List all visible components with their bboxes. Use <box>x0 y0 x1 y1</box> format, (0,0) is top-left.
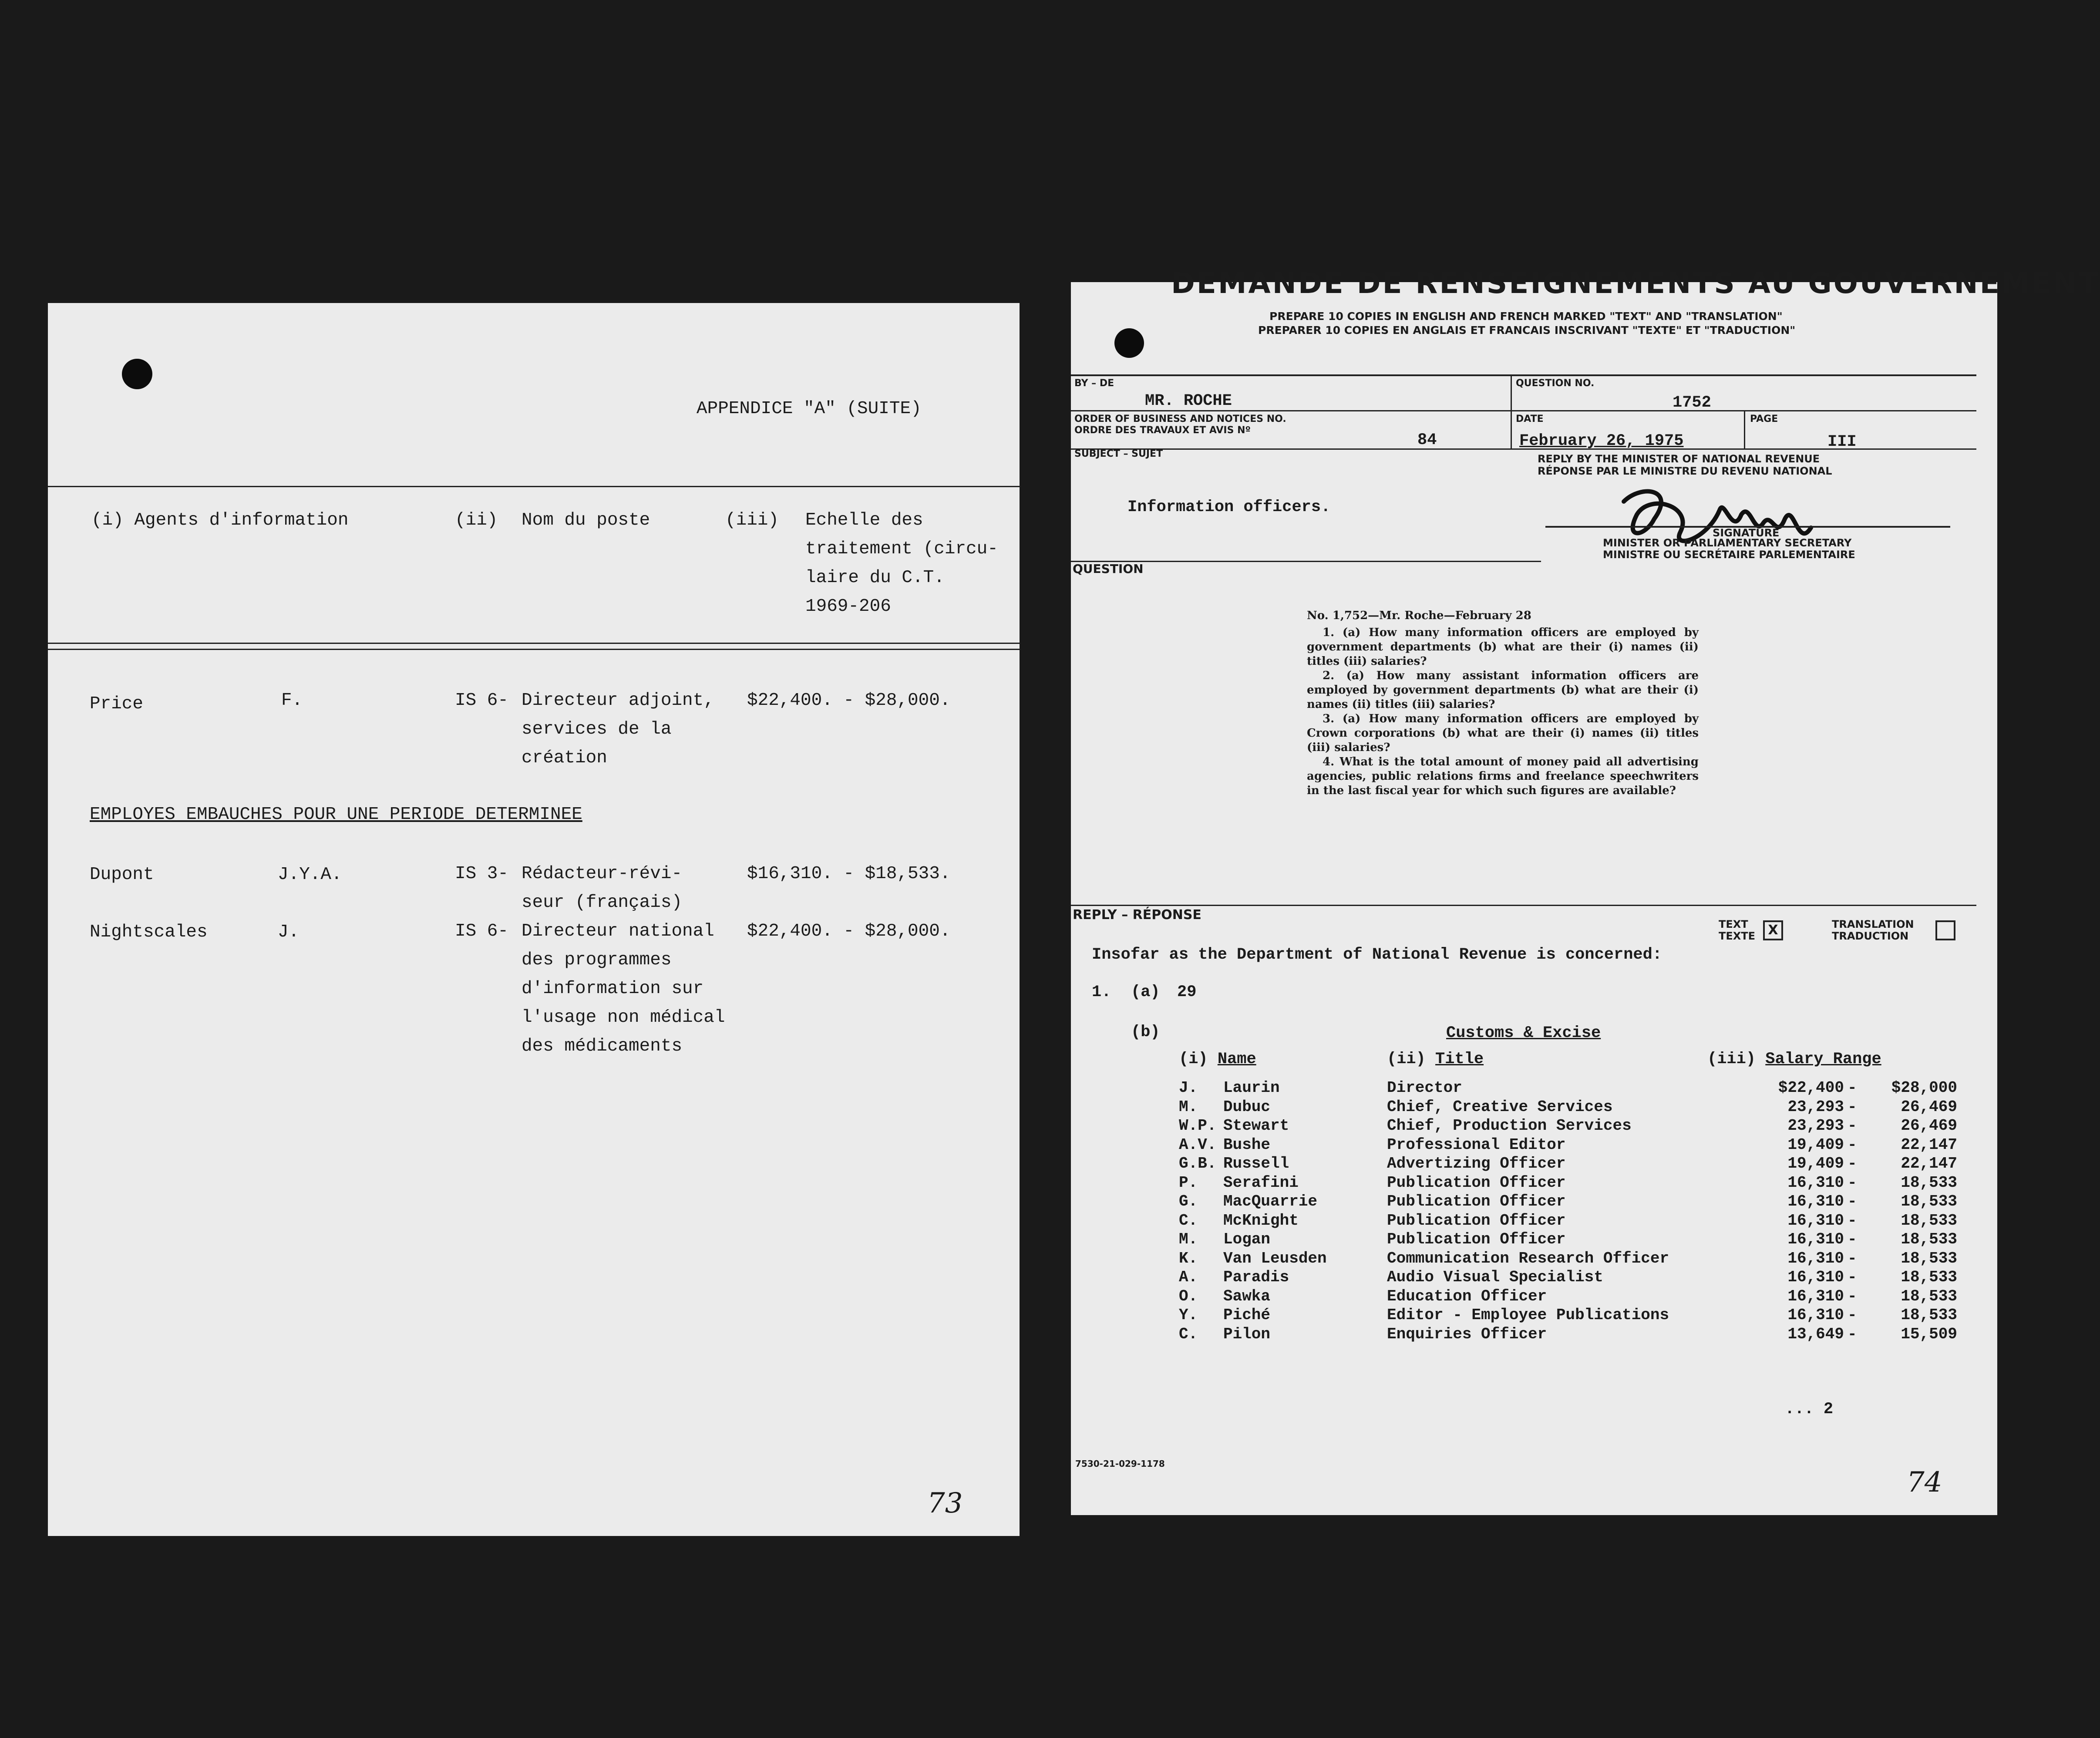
subject-label: SUBJECT – SUJET <box>1074 448 1163 459</box>
staff-salary-high: 18,533 <box>1901 1268 1957 1286</box>
staff-salary-low: 23,293 <box>1787 1117 1844 1135</box>
staff-salary-low: 16,310 <box>1787 1230 1844 1248</box>
right-page <box>1071 266 2100 1515</box>
employee-initials: J. <box>278 922 300 942</box>
date-value: February 26, 1975 <box>1519 432 1684 450</box>
employee-surname: Price <box>90 694 144 714</box>
staff-surname: Sawka <box>1223 1287 1271 1305</box>
staff-title: Communication Research Officer <box>1387 1249 1669 1267</box>
reply-label: REPLY – RÉPONSE <box>1073 907 1201 923</box>
employee-surname: Nightscales <box>90 922 208 942</box>
divider <box>48 643 1020 644</box>
salary-range-dash: - <box>1848 1155 1857 1172</box>
staff-title: Publication Officer <box>1387 1173 1566 1192</box>
staff-title: Advertizing Officer <box>1387 1155 1566 1172</box>
form-line <box>1071 905 1976 906</box>
staff-initial: K. <box>1179 1249 1198 1267</box>
staff-salary-low: 16,310 <box>1787 1173 1844 1192</box>
salary-range-dash: - <box>1848 1173 1857 1192</box>
employee-level: IS 6- <box>455 921 509 941</box>
staff-title: Professional Editor <box>1387 1135 1566 1154</box>
form-code: 7530-21-029-1178 <box>1075 1458 1165 1469</box>
staff-title: Publication Officer <box>1387 1230 1566 1248</box>
staff-salary-low: 16,310 <box>1787 1249 1844 1267</box>
staff-surname: Paradis <box>1223 1268 1289 1286</box>
staff-initial: A. <box>1179 1268 1198 1286</box>
staff-surname: Serafini <box>1223 1173 1299 1192</box>
employee-salary: $22,400. - $28,000. <box>747 921 951 941</box>
column-header-agents: (i) Agents d'information <box>91 510 349 530</box>
staff-surname: Piché <box>1223 1306 1271 1324</box>
instruction-en: PREPARE 10 COPIES IN ENGLISH AND FRENCH MARKED "TEXT" AND "TRANSLATION" <box>1269 310 1783 323</box>
staff-title: Director <box>1387 1079 1462 1097</box>
divider <box>48 649 1020 650</box>
signatory-title: MINISTER OR PARLIAMENTARY SECRETARY MINISTRE OU SECRÉTAIRE PARLEMENTAIRE <box>1603 537 1855 561</box>
staff-title: Audio Visual Specialist <box>1387 1268 1603 1286</box>
staff-surname: Pilon <box>1223 1325 1271 1343</box>
staff-title: Enquiries Officer <box>1387 1325 1547 1343</box>
punch-hole <box>1114 328 1144 358</box>
salary-range-dash: - <box>1848 1211 1857 1229</box>
staff-initial: Y. <box>1179 1306 1198 1324</box>
staff-title: Education Officer <box>1387 1287 1547 1305</box>
text-checkbox[interactable]: X <box>1763 920 1783 940</box>
reply-item-number: 1. <box>1092 983 1111 1001</box>
page-value: III <box>1827 433 1857 451</box>
staff-initial: C. <box>1179 1211 1198 1229</box>
staff-salary-high: 18,533 <box>1901 1287 1957 1305</box>
staff-salary-high: 22,147 <box>1901 1155 1957 1172</box>
employee-position: Rédacteur-révi- seur (français) <box>522 864 683 913</box>
staff-initial: M. <box>1179 1098 1198 1116</box>
date-label: DATE <box>1516 414 1544 424</box>
signature-label: SIGNATURE <box>1713 527 1780 539</box>
staff-salary-high: 18,533 <box>1901 1192 1957 1210</box>
staff-salary-high: 18,533 <box>1901 1306 1957 1324</box>
section-heading: EMPLOYES EMBAUCHES POUR UNE PERIODE DETERMINEE <box>90 805 582 825</box>
staff-surname: Laurin <box>1223 1079 1280 1097</box>
staff-salary-low: $22,400 <box>1778 1079 1844 1097</box>
staff-salary-low: 23,293 <box>1787 1098 1844 1116</box>
appendix-header: APPENDICE "A" (SUITE) <box>697 399 922 419</box>
staff-title: Publication Officer <box>1387 1211 1566 1229</box>
reply-intro: Insofar as the Department of National Revenue is concerned: <box>1092 946 1662 964</box>
staff-title: Publication Officer <box>1387 1192 1566 1210</box>
employee-level: IS 6- <box>455 690 509 711</box>
staff-salary-low: 19,409 <box>1787 1155 1844 1172</box>
by-label: BY – DE <box>1074 378 1114 389</box>
staff-title: Chief, Creative Services <box>1387 1098 1613 1116</box>
staff-initial: A.V. <box>1179 1135 1217 1154</box>
employee-position: Directeur adjoint, services de la création <box>522 690 714 768</box>
staff-title: Editor - Employee Publications <box>1387 1306 1669 1324</box>
salary-range-dash: - <box>1848 1079 1857 1097</box>
order-value: 84 <box>1417 431 1437 449</box>
salary-range-dash: - <box>1848 1098 1857 1116</box>
employee-initials: J.Y.A. <box>278 865 342 885</box>
left-page <box>48 303 1020 1536</box>
staff-surname: Stewart <box>1223 1117 1289 1135</box>
reply-b-label: (b) <box>1131 1023 1160 1041</box>
continued-marker: ... 2 <box>1785 1400 1834 1418</box>
salary-range-dash: - <box>1848 1249 1857 1267</box>
employee-surname: Dupont <box>90 865 154 885</box>
question-text: No. 1,752—Mr. Roche—February 28 1. (a) How many information officers are employed by government departments (b) what are their (i) names (ii) titles (iii) salaries? 2. (a) How many assistant information officers are employed by government departments (b) what are their (i) names (ii) titles (iii) salaries? 3. (a) How many information officers are employed by Crown corporations (b) what are their (i) names (ii) titles (iii) salaries? 4. What is the total amount of money paid all advertising agencies, public relations firms and freelance speechwriters in the last fiscal year for which such figures are available? <box>1307 609 1699 797</box>
staff-salary-low: 16,310 <box>1787 1306 1844 1324</box>
order-label: ORDER OF BUSINESS AND NOTICES NO. ORDRE DES TRAVAUX ET AVIS Nº <box>1074 414 1286 436</box>
page-label: PAGE <box>1750 414 1778 424</box>
salary-range-dash: - <box>1848 1306 1857 1324</box>
employee-position: Directeur national des programmes d'information sur l'usage non médical des médicaments <box>522 921 725 1056</box>
staff-surname: McKnight <box>1223 1211 1299 1229</box>
staff-salary-high: 22,147 <box>1901 1135 1957 1154</box>
employee-salary: $16,310. - $18,533. <box>747 864 951 884</box>
form-line <box>1511 374 1512 448</box>
salary-range-dash: - <box>1848 1192 1857 1210</box>
staff-title: Chief, Production Services <box>1387 1117 1632 1135</box>
handwritten-page-number: 73 <box>927 1487 963 1519</box>
staff-salary-low: 16,310 <box>1787 1268 1844 1286</box>
question-no-value: 1752 <box>1673 394 1711 412</box>
form-line <box>1071 374 1976 376</box>
staff-salary-high: 18,533 <box>1901 1230 1957 1248</box>
salary-range-dash: - <box>1848 1135 1857 1154</box>
handwritten-page-number: 74 <box>1907 1466 1942 1499</box>
staff-surname: Russell <box>1223 1155 1289 1172</box>
subject-value: Information officers. <box>1127 498 1331 516</box>
staff-surname: Van Leusden <box>1223 1249 1327 1267</box>
translation-label: TRANSLATION TRADUCTION <box>1832 918 1914 942</box>
employee-initials: F. <box>281 690 303 711</box>
section-title: Customs & Excise <box>1446 1024 1601 1042</box>
form-line <box>1071 410 1976 411</box>
staff-salary-low: 16,310 <box>1787 1211 1844 1229</box>
form-banner: DEMANDE DE RENSEIGNEMENTS AU GOUVERNEMENT <box>1171 266 2100 300</box>
staff-surname: MacQuarrie <box>1223 1192 1318 1210</box>
instruction-fr: PREPARER 10 COPIES EN ANGLAIS ET FRANCAIS INSCRIVANT "TEXTE" ET "TRADUCTION" <box>1258 324 1796 337</box>
staff-salary-low: 13,649 <box>1787 1325 1844 1343</box>
form-line <box>1744 410 1745 448</box>
text-label: TEXT TEXTE <box>1719 918 1756 942</box>
staff-initial: M. <box>1179 1230 1198 1248</box>
staff-salary-high: 15,509 <box>1901 1325 1957 1343</box>
staff-salary-high: 18,533 <box>1901 1211 1957 1229</box>
reply-by: REPLY BY THE MINISTER OF NATIONAL REVENUE RÉPONSE PAR LE MINISTRE DU REVENU NATIONAL <box>1538 453 1832 477</box>
staff-salary-high: 26,469 <box>1901 1098 1957 1116</box>
translation-checkbox[interactable] <box>1935 920 1955 940</box>
staff-salary-high: $28,000 <box>1891 1079 1957 1097</box>
col-name-header: (i) Name <box>1179 1050 1256 1068</box>
staff-salary-low: 16,310 <box>1787 1192 1844 1210</box>
employee-level: IS 3- <box>455 864 509 884</box>
staff-initial: J. <box>1179 1079 1198 1097</box>
staff-initial: O. <box>1179 1287 1198 1305</box>
salary-range-dash: - <box>1848 1287 1857 1305</box>
staff-salary-high: 26,469 <box>1901 1117 1957 1135</box>
staff-surname: Dubuc <box>1223 1098 1271 1116</box>
staff-salary-low: 19,409 <box>1787 1135 1844 1154</box>
column-header-num-iii: (iii) <box>725 510 779 530</box>
employee-salary: $22,400. - $28,000. <box>747 690 951 711</box>
column-header-salary-scale: Echelle des traitement (circu- laire du C.T. 1969-206 <box>805 510 998 616</box>
question-label: QUESTION <box>1073 562 1144 576</box>
divider <box>48 486 1020 487</box>
staff-salary-low: 16,310 <box>1787 1287 1844 1305</box>
reply-a-label: (a) <box>1131 983 1160 1001</box>
punch-hole <box>122 359 152 389</box>
salary-range-dash: - <box>1848 1268 1857 1286</box>
question-no-label: QUESTION NO. <box>1516 378 1595 389</box>
staff-surname: Bushe <box>1223 1135 1271 1154</box>
reply-a-value: 29 <box>1177 983 1197 1001</box>
by-value: MR. ROCHE <box>1145 392 1232 410</box>
col-salary-header: (iii) Salary Range <box>1707 1050 1881 1068</box>
col-title-header: (ii) Title <box>1387 1050 1484 1068</box>
column-header-num-ii: (ii) <box>455 510 498 530</box>
salary-range-dash: - <box>1848 1325 1857 1343</box>
salary-range-dash: - <box>1848 1117 1857 1135</box>
staff-salary-high: 18,533 <box>1901 1173 1957 1192</box>
staff-surname: Logan <box>1223 1230 1271 1248</box>
staff-initial: P. <box>1179 1173 1198 1192</box>
column-header-position: Nom du poste <box>522 510 650 530</box>
salary-range-dash: - <box>1848 1230 1857 1248</box>
staff-initial: G. <box>1179 1192 1198 1210</box>
staff-initial: W.P. <box>1179 1117 1217 1135</box>
staff-initial: G.B. <box>1179 1155 1217 1172</box>
staff-salary-high: 18,533 <box>1901 1249 1957 1267</box>
staff-initial: C. <box>1179 1325 1198 1343</box>
